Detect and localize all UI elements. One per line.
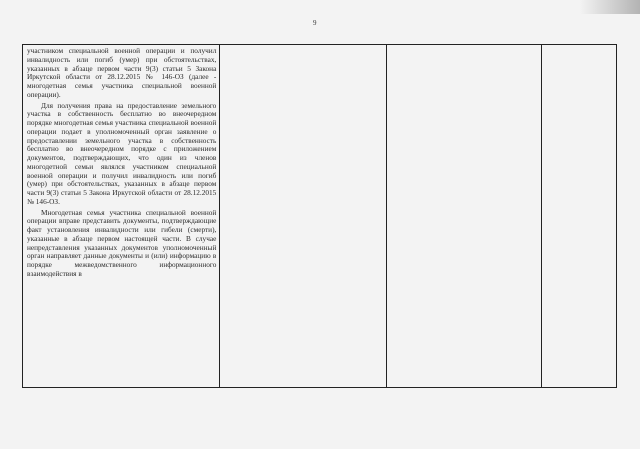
table-cell-text [23, 45, 220, 387]
scan-artifact [580, 0, 640, 14]
paragraph-1: участником специальной военной операции и получил инвалидность или погиб (умер) при обстоятельствах, указанных в абзаце первом части 9(3) статьи 5 Закона Иркутской области от 28.12.2015 № 146-ОЗ (далее - многодетная семья участника специальной военной операции). [27, 46, 217, 99]
document-table [22, 44, 617, 388]
table-cell-empty-4 [542, 45, 616, 387]
paragraph-3: Многодетная семья участника специальной военной операции вправе представить документы, подтверждающие факт установления инвалидности или гибели (смерти), указанные в абзаце первом настоящей части. В случае непредставления указанных документов уполномоченный орган направляет данные документы и (или) информацию в порядке межведомственного информационного взаимодействия в [27, 207, 217, 278]
table-cell-empty-2 [220, 45, 386, 387]
page-number: 9 [313, 19, 317, 27]
paragraph-2: Для получения права на предоставление земельного участка в собственность бесплатно во внеочередном порядке многодетная семья участника специальной военной операции подает в уполномоченный орган заявление о предоставлении земельного участка в собственность бесплатно во внеочередном порядке с приложением документов, подтверждающих, что один из членов многодетной семьи являлся участником специальной военной операции и получил инвалидность или погиб (умер) при обстоятельствах, указанных в абзаце первом части 9(3) статьи 5 Закона Иркутской области от 28.12.2015 № 146-ОЗ. [27, 100, 217, 206]
table-cell-empty-3 [387, 45, 542, 387]
